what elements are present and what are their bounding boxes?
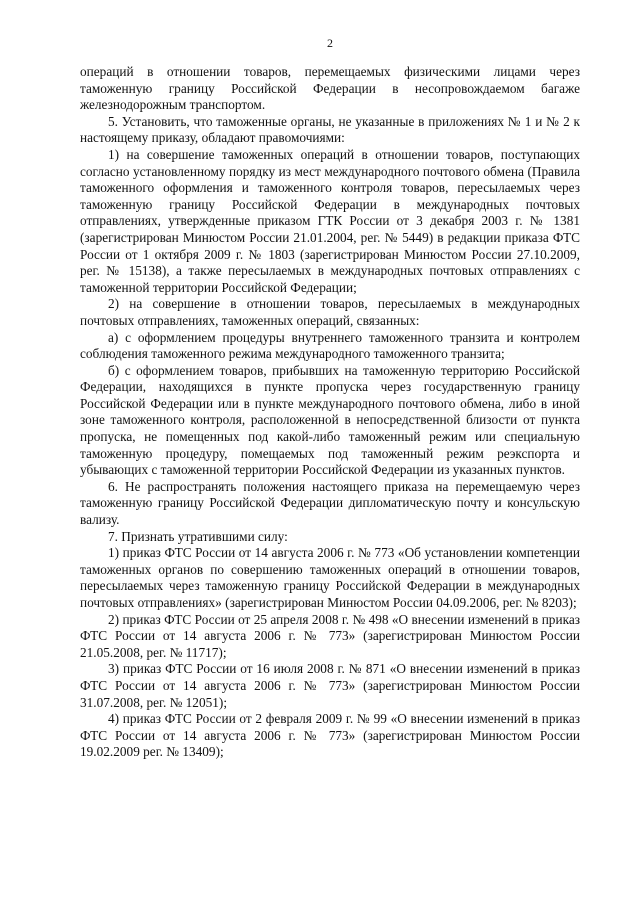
paragraph-item-5-2-b: б) с оформлением товаров, прибывших на таможенную территорию Российской Федерации, находящихся в пункте пропуска через государственную границу Российской Федерации или в пункте международного почтового обмена, либо в иной зоне таможенного контроля, расположенной в непосредственной близости от пункта пропуска, не помещенных под какой-либо таможенный режим или специальную таможенную процедуру, помещаемых под таможенный режим реэкспорта и убывающих с таможенной территории Российской Федерации из указанных пунктов. xyxy=(80,362,580,478)
document-body xyxy=(80,64,580,761)
paragraph-item-7-3: 3) приказ ФТС России от 16 июля 2008 г. № 871 «О внесении изменений в приказ ФТС России от 14 августа 2006 г. № 773» (зарегистрирован Минюстом России 31.07.2008, рег. № 12051); xyxy=(80,661,580,710)
paragraph-item-5-1: 1) на совершение таможенных операций в отношении товаров, поступающих согласно установленному порядку из мест международного почтового обмена (Правила таможенного оформления и таможенного контроля товаров, пересылаемых через таможенную границу Российской Федерации в международных почтовых отправлениях, утвержденные приказом ГТК России от 3 декабря 2003 г. № 1381 (зарегистрирован Минюстом России 21.01.2004, рег. № 5449) в редакции приказа ФТС России от 1 октября 2009 г. № 1803 (зарегистрирован Минюстом России 27.10.2009, рег. № 15138), а также пересылаемых в международных почтовых отправлениях с таможенной территории Российской Федерации; xyxy=(80,146,580,295)
page-number: 2 xyxy=(327,36,333,50)
paragraph-item-7-1: 1) приказ ФТС России от 14 августа 2006 г. № 773 «Об установлении компетенции таможенных органов по совершению таможенных операций в отношении товаров, пересылаемых через таможенную границу Российской Федерации в международных почтовых отправлениях» (зарегистрирован Минюстом России 04.09.2006, рег. № 8203); xyxy=(80,545,580,610)
paragraph-continuation: операций в отношении товаров, перемещаемых физическими лицами через таможенную границу Российской Федерации в несопровождаемом багаже железнодорожным транспортом. xyxy=(80,64,580,113)
paragraph-item-5: 5. Установить, что таможенные органы, не указанные в приложениях № 1 и № 2 к настоящему приказу, обладают правомочиями: xyxy=(80,113,580,146)
paragraph-item-5-2: 2) на совершение в отношении товаров, пересылаемых в международных почтовых отправлениях, таможенных операций, связанных: xyxy=(80,296,580,328)
paragraph-item-7: 7. Признать утратившими силу: xyxy=(108,528,288,544)
paragraph-item-7-4: 4) приказ ФТС России от 2 февраля 2009 г. № 99 «О внесении изменений в приказ ФТС России от 14 августа 2006 г. № 773» (зарегистрирован Минюстом России 19.02.2009 рег. № 13409); xyxy=(80,711,580,760)
paragraph-item-6: 6. Не распространять положения настоящего приказа на перемещаемую через таможенную границу Российской Федерации дипломатическую почту и консульскую вализу. xyxy=(80,478,580,528)
paragraph-item-7-2: 2) приказ ФТС России от 25 апреля 2008 г. № 498 «О внесении изменений в приказ ФТС России от 14 августа 2006 г. № 773» (зарегистрирован Минюстом России 21.05.2008, рег. № 11717); xyxy=(80,611,580,660)
paragraph-item-5-2-a: а) с оформлением процедуры внутреннего таможенного транзита и контролем соблюдения таможенного режима международного таможенного транзита; xyxy=(80,329,580,362)
document-page xyxy=(80,0,580,900)
